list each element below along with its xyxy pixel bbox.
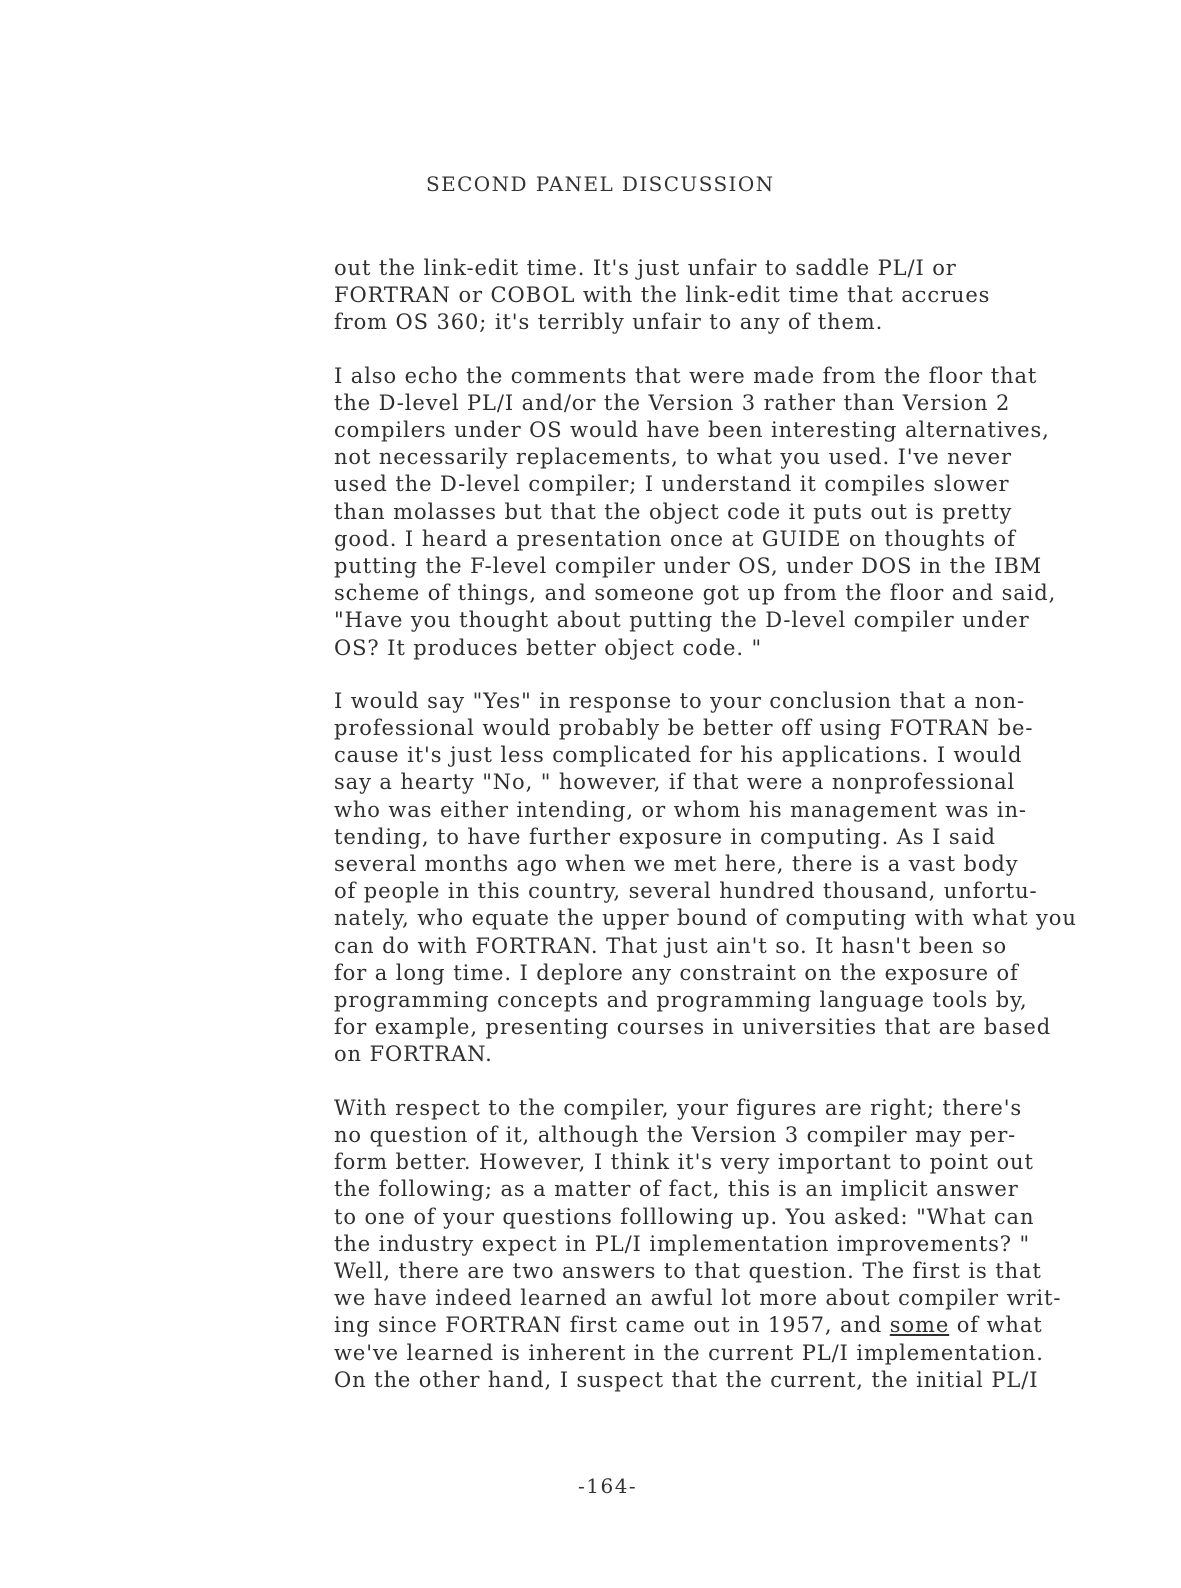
paragraph-1 xyxy=(334,255,1124,337)
text-line-with-emphasis xyxy=(334,1312,1124,1339)
text-line: compilers under OS would have been interesting alternatives, xyxy=(334,418,1050,443)
text-line: programming concepts and programming language tools by, xyxy=(334,988,1028,1013)
text-line: we've learned is inherent in the current PL/I implementation. xyxy=(334,1340,1044,1365)
text-line: Well, there are two answers to that question. The first is that xyxy=(334,1258,1042,1283)
text-line: I also echo the comments that were made from the floor that xyxy=(334,363,1038,388)
text-line: on FORTRAN. xyxy=(334,1042,493,1067)
text-line: from OS 360; it's terribly unfair to any of them. xyxy=(334,310,884,335)
text-line: tending, to have further exposure in computing. As I said xyxy=(334,824,996,849)
text-line: scheme of things, and someone got up from the floor and said, xyxy=(334,581,1057,606)
text-line: the industry expect in PL/I implementation improvements? " xyxy=(334,1231,1031,1256)
text-line: than molasses but that the object code it puts out is pretty xyxy=(334,499,1013,524)
text-line: cause it's just less complicated for his applications. I would xyxy=(334,743,1023,768)
text-line: nately, who equate the upper bound of computing with what you xyxy=(334,906,1077,931)
text-line: the D-level PL/I and/or the Version 3 rather than Version 2 xyxy=(334,390,1011,415)
page-title: SECOND PANEL DISCUSSION xyxy=(426,172,775,196)
paragraph-3 xyxy=(334,688,1124,1069)
text-line: "Have you thought about putting the D-level compiler under xyxy=(334,608,1030,633)
text-line: for a long time. I deplore any constraint on the exposure of xyxy=(334,960,1019,985)
text-line: to one of your questions folllowing up. You asked: "What can xyxy=(334,1204,1035,1229)
text-line: On the other hand, I suspect that the current, the initial PL/I xyxy=(334,1367,1039,1392)
underlined-emphasis: some xyxy=(889,1313,950,1338)
text-line: used the D-level compiler; I understand it compiles slower xyxy=(334,472,1010,497)
text-line: professional would probably be better off using FOTRAN be- xyxy=(334,716,1034,741)
text-line: of people in this country, several hundred thousand, unfortu- xyxy=(334,879,1038,904)
text-line: several months ago when we met here, there is a vast body xyxy=(334,852,1019,877)
text-line: for example, presenting courses in universities that are based xyxy=(334,1015,1052,1040)
text-line: we have indeed learned an awful lot more about compiler writ- xyxy=(334,1286,1062,1311)
line-text: ing since FORTRAN first came out in 1957, and xyxy=(334,1313,883,1338)
text-line: who was either intending, or whom his management was in- xyxy=(334,797,1027,822)
text-line: With respect to the compiler, your figures are right; there's xyxy=(334,1095,1023,1120)
text-line: no question of it, although the Version 3 compiler may per- xyxy=(334,1122,1017,1147)
line-tail: of what xyxy=(949,1313,1043,1338)
text-line: putting the F-level compiler under OS, under DOS in the IBM xyxy=(334,554,1043,579)
text-line: not necessarily replacements, to what you used. I've never xyxy=(334,445,1012,470)
text-line: out the link-edit time. It's just unfair to saddle PL/I or xyxy=(334,256,957,280)
document-body xyxy=(334,255,1124,1420)
paragraph-2 xyxy=(334,363,1124,662)
paragraph-4 xyxy=(334,1095,1124,1394)
text-line: say a hearty "No, " however, if that were a nonprofessional xyxy=(334,770,1016,795)
text-line: form better. However, I think it's very important to point out xyxy=(334,1150,1034,1175)
text-line: good. I heard a presentation once at GUIDE on thoughts of xyxy=(334,526,1016,551)
page-number: -164- xyxy=(578,1474,638,1498)
text-line: the following; as a matter of fact, this is an implicit answer xyxy=(334,1177,1019,1202)
text-line: OS? It produces better object code. " xyxy=(334,635,763,660)
text-line: I would say "Yes" in response to your conclusion that a non- xyxy=(334,688,1026,713)
text-line: FORTRAN or COBOL with the link-edit time that accrues xyxy=(334,283,991,308)
text-line: can do with FORTRAN. That just ain't so. It hasn't been so xyxy=(334,933,1008,958)
